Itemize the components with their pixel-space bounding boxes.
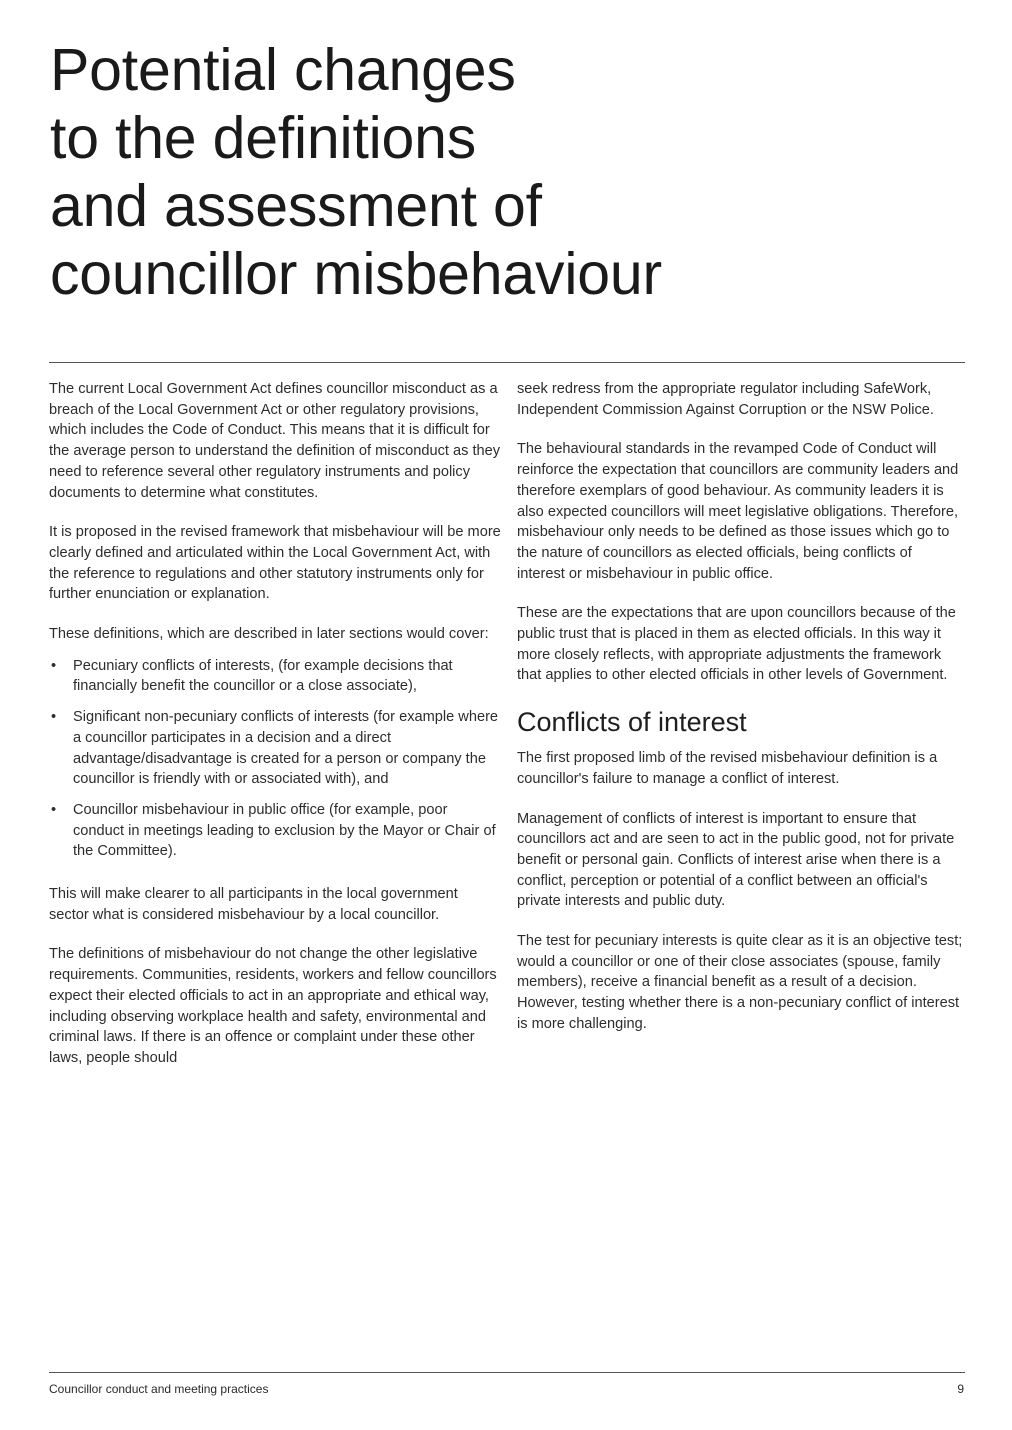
title-line: and assessment of — [50, 173, 542, 239]
title-divider — [49, 362, 965, 363]
paragraph: seek redress from the appropriate regulator including SafeWork, Independent Commission Against Corruption or the NSW Police. — [517, 381, 934, 418]
paragraph: The definitions of misbehaviour do not change the other legislative requirements. Communities, residents, workers and fellow councillors expect their elected officials to act in an appropriate and ethical way, including observing workplace health and safety, environmental and criminal laws. If there is an offence or complaint under these other laws, people should — [49, 946, 497, 1066]
paragraph: These are the expectations that are upon councillors because of the public trust that is placed in them as elected officials. In this way it more closely reflects, with appropriate adjustments the framework that applies to other elected officials in other levels of Government. — [517, 605, 956, 684]
definitions-list — [49, 656, 501, 862]
title-line: to the definitions — [50, 105, 477, 171]
footer-document-title: Councillor conduct and meeting practices — [49, 1382, 269, 1396]
list-item-text: Significant non-pecuniary conflicts of interests (for example where a councillor participates in a decision and a direct advantage/disadvantage is created for a person or company the councillor is friendly with or associated with), and — [73, 709, 499, 788]
list-item-text: Councillor misbehaviour in public office (for example, poor conduct in meetings leading to exclusion by the Mayor or Chair of the Committee). — [73, 801, 496, 860]
bullet-icon: • — [51, 657, 57, 674]
paragraph: Management of conflicts of interest is important to ensure that councillors act and are seen to act in the public good, not for private benefit or personal gain. Conflicts of interest arise when there is a conflict, perception or potential of a conflict between an official's private interests and public duty. — [517, 810, 955, 910]
list-item — [49, 656, 501, 697]
title-line: councillor misbehaviour — [50, 241, 662, 307]
bullet-icon: • — [51, 709, 57, 726]
page-number: 9 — [957, 1382, 964, 1396]
paragraph: These definitions, which are described in later sections would cover: — [49, 626, 489, 643]
list-item — [49, 800, 501, 862]
paragraph: It is proposed in the revised framework that misbehaviour will be more clearly defined and articulated within the Local Government Act, with the reference to regulations and other statutory instruments only for further enunciation or explanation. — [49, 524, 501, 603]
list-item-text: Pecuniary conflicts of interests, (for example decisions that financially benefit the councillor or a close associate), — [73, 657, 453, 695]
page-title — [50, 36, 950, 308]
paragraph: The first proposed limb of the revised misbehaviour definition is a councillor's failure to manage a conflict of interest. — [517, 750, 938, 787]
bullet-icon: • — [51, 801, 57, 818]
paragraph: The behavioural standards in the revamped Code of Conduct will reinforce the expectation that councillors are community leaders and therefore exemplars of good behaviour. As community leaders it is also expected councillors will meet legislative obligations. Therefore, misbehaviour only needs to be defined as those issues which go to the nature of councillors as elected officials, being conflicts of interest or misbehaviour in public office. — [517, 441, 959, 582]
list-item — [49, 707, 501, 790]
paragraph: The test for pecuniary interests is quite clear as it is an objective test; would a councillor or one of their close associates (spouse, family members), receive a financial benefit as a result of a decision. However, testing whether there is a non-pecuniary conflict of interest is more challenging. — [517, 933, 963, 1032]
footer-divider — [49, 1372, 965, 1373]
left-column — [49, 379, 501, 1088]
section-heading: Conflicts of interest — [517, 707, 747, 738]
paragraph: This will make clearer to all participants in the local government sector what is considered misbehaviour by a local councillor. — [49, 886, 458, 923]
right-column — [517, 379, 963, 1054]
paragraph: The current Local Government Act defines councillor misconduct as a breach of the Local Government Act or other regulatory provisions, which includes the Code of Conduct. This means that it is difficult for the average person to understand the definition of misconduct as they need to reference several other regulatory instruments and policy documents to determine what constitutes. — [49, 381, 501, 501]
title-line: Potential changes — [50, 37, 516, 103]
